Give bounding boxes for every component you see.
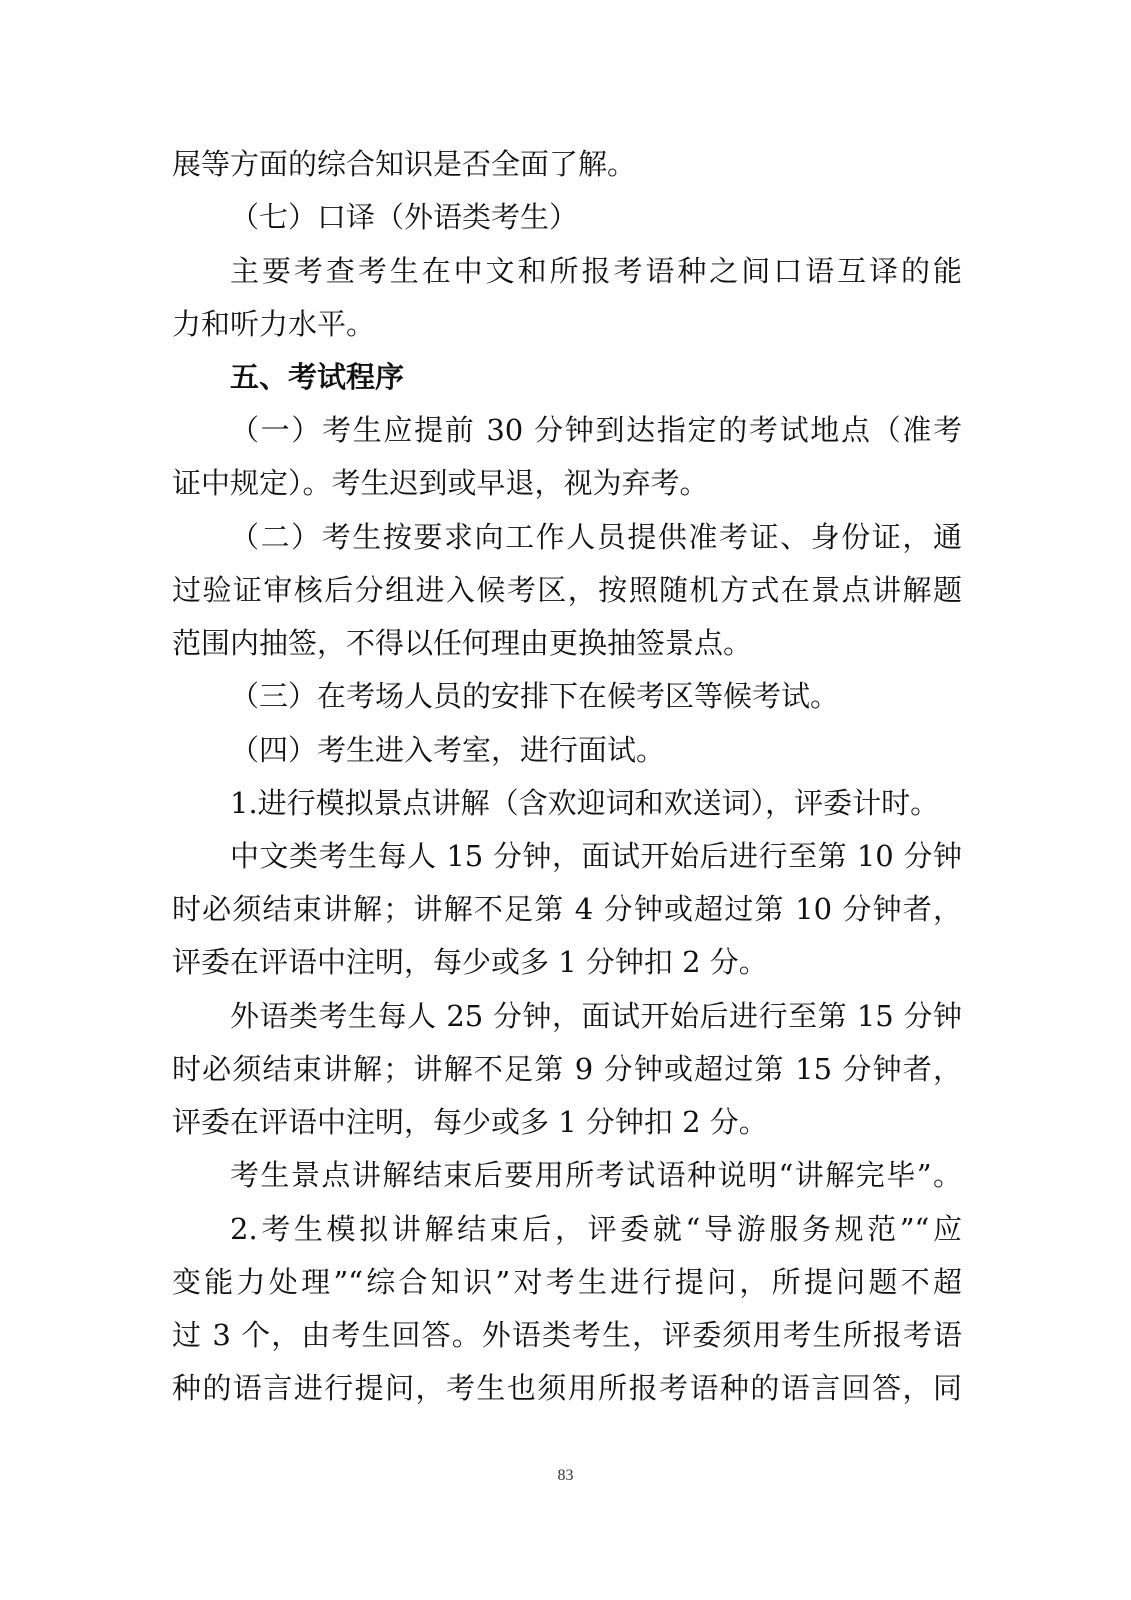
paragraph-line: 主要考查考生在中文和所报考语种之间口语互译的能: [230, 254, 962, 288]
paragraph-line: 证中规定）。考生迟到或早退，视为弃考。: [172, 466, 709, 500]
paragraph-line: 2.考生模拟讲解结束后，评委就“导游服务规范”“应: [230, 1212, 962, 1246]
paragraph-line: （二）考生按要求向工作人员提供准考证、身份证，通: [230, 520, 962, 554]
paragraph-line: 外语类考生每人 25 分钟，面试开始后进行至第 15 分钟: [230, 999, 962, 1033]
paragraph-line: （一）考生应提前 30 分钟到达指定的考试地点（准考: [230, 413, 962, 447]
paragraph-line: 力和听力水平。: [172, 307, 376, 341]
paragraph-line: （三）在考场人员的安排下在候考区等候考试。: [230, 679, 840, 713]
paragraph-line: 评委在评语中注明，每少或多 1 分钟扣 2 分。: [172, 1105, 768, 1139]
paragraph-continuation: 展等方面的综合知识是否全面了解。: [172, 147, 637, 181]
paragraph-line: 范围内抽签，不得以任何理由更换抽签景点。: [172, 626, 753, 660]
paragraph-line: 考生景点讲解结束后要用所考试语种说明“讲解完毕”。: [230, 1158, 962, 1192]
paragraph-line: 时必须结束讲解；讲解不足第 4 分钟或超过第 10 分钟者，: [172, 892, 962, 926]
paragraph-line: （四）考生进入考室，进行面试。: [230, 733, 666, 767]
paragraph-line: 过验证审核后分组进入候考区，按照随机方式在景点讲解题: [172, 573, 962, 607]
paragraph-line: 1.进行模拟景点讲解（含欢迎词和欢送词），评委计时。: [230, 786, 940, 820]
paragraph-line: 评委在评语中注明，每少或多 1 分钟扣 2 分。: [172, 945, 768, 979]
page-number: 83: [557, 1467, 574, 1484]
section-heading-5: 五、考试程序: [230, 360, 405, 394]
paragraph-line: 种的语言进行提问，考生也须用所报考语种的语言回答，同: [172, 1371, 962, 1405]
paragraph-line: 变能力处理”“综合知识”对考生进行提问，所提问题不超: [172, 1265, 962, 1299]
subsection-heading-7: （七）口译（外语类考生）: [230, 200, 579, 234]
paragraph-line: 中文类考生每人 15 分钟，面试开始后进行至第 10 分钟: [230, 839, 962, 873]
paragraph-line: 时必须结束讲解；讲解不足第 9 分钟或超过第 15 分钟者，: [172, 1052, 962, 1086]
paragraph-line: 过 3 个，由考生回答。外语类考生，评委须用考生所报考语: [172, 1318, 962, 1352]
